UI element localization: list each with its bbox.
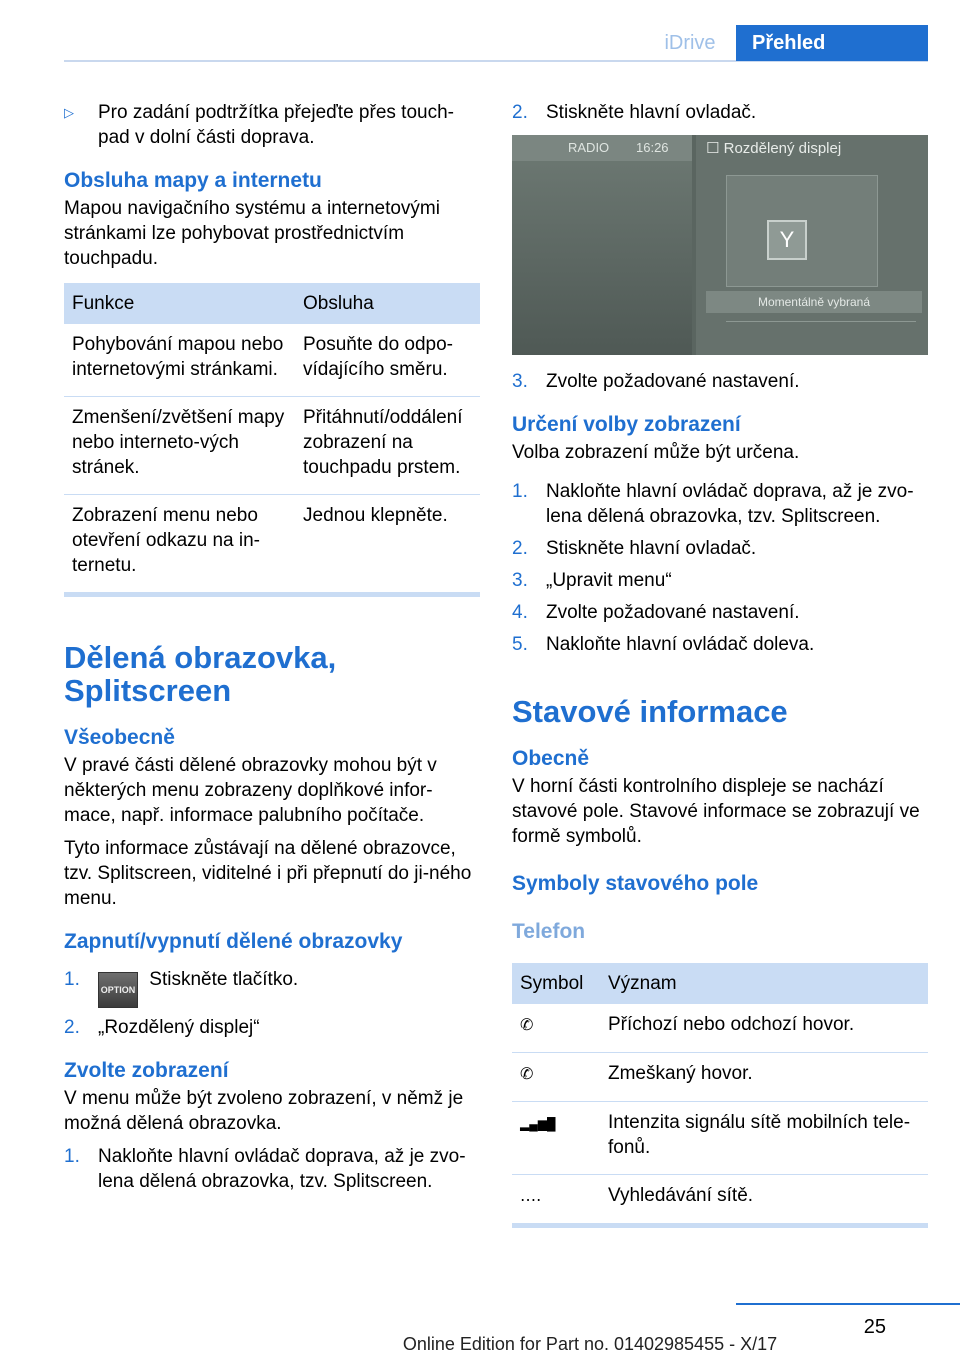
- status-title: Stavové informace: [512, 694, 788, 729]
- map-text: Mapou navigačního systému a internetovými stránkami lze pohybovat prostřednictvím touchpadu.: [64, 198, 440, 269]
- phone-call-icon: ✆: [520, 1017, 534, 1034]
- checkbox-icon: ☐: [706, 140, 720, 157]
- list-item: 2. Stiskněte hlavní ovladač.: [512, 538, 757, 559]
- header-tab: Přehled: [736, 25, 928, 61]
- list-item: 1. OPTION Stiskněte tlačítko.: [64, 967, 480, 1008]
- list-item: 2. „Rozdělený displej“: [64, 1017, 260, 1038]
- table-header: Obsluha: [295, 283, 480, 324]
- define-text: Volba zobrazení může být určena.: [512, 442, 800, 463]
- table-row: Zobrazení menu nebo otevření odkazu na in-ternetu. Jednou klepněte.: [64, 495, 480, 595]
- toggle-heading: Zapnutí/vypnutí dělené obrazovky: [64, 930, 403, 953]
- general-paragraph-2: Tyto informace zůstávají na dělené obrazovce, tzv. Splitscreen, viditelné i při přepnutí do ji-ného menu.: [64, 838, 472, 909]
- splitscreen-image: [512, 135, 928, 355]
- choose-text: V menu může být zvoleno zobrazení, v němž je možná dělená obrazovka.: [64, 1088, 464, 1134]
- screen-title: Rozdělený displej: [723, 140, 842, 157]
- table-row: ✆ Zmeškaný hovor.: [512, 1053, 928, 1102]
- phone-heading: Telefon: [512, 920, 586, 943]
- option-button-icon: OPTION: [98, 972, 138, 1008]
- page-number: 25: [863, 1316, 886, 1338]
- table-header: Význam: [600, 963, 928, 1004]
- screen-lower-map: [726, 321, 916, 355]
- table-row: Zmenšení/zvětšení mapy nebo interneto-vých stránek. Přitáhnutí/oddálení zobrazení na touchpadu prstem.: [64, 397, 480, 495]
- screen-selection: Momentálně vybraná: [706, 291, 922, 313]
- edition-text: Online Edition for Part no. 01402985455 - X/17: [402, 1334, 778, 1354]
- general-heading: Všeobecně: [64, 726, 175, 749]
- missed-call-icon: ✆: [520, 1066, 534, 1083]
- list-item: 2. Stiskněte hlavní ovladač.: [512, 102, 757, 123]
- status-general-heading: Obecně: [512, 747, 590, 770]
- general-paragraph-1: V pravé části dělené obrazovky mohou být v některých menu zobrazeny doplňkové infor-mace, např. informace palubního počítače.: [64, 755, 437, 826]
- symbols-heading: Symboly stavového pole: [512, 872, 759, 895]
- table-row: Pohybování mapou nebo internetovými stránkami. Posuňte do odpo-vídajícího směru.: [64, 324, 480, 397]
- choose-heading: Zvolte zobrazení: [64, 1059, 229, 1082]
- table-header: Funkce: [64, 283, 295, 324]
- define-heading: Určení volby zobrazení: [512, 413, 741, 436]
- left-column: [64, 100, 480, 1201]
- list-item: 5. Nakloňte hlavní ovládač doleva.: [512, 634, 815, 655]
- list-item: 3. „Upravit menu“: [512, 570, 672, 591]
- triangle-bullet-icon: ▷: [64, 105, 74, 120]
- direction-arrow-icon: Y: [767, 220, 807, 260]
- signal-strength-icon: ▂▄▆█: [520, 1117, 556, 1131]
- map-heading: Obsluha mapy a internetu: [64, 169, 322, 192]
- split-title: Dělená obrazovka, Splitscreen: [64, 640, 337, 708]
- symbol-table: [512, 963, 928, 1228]
- screen-left-pane: [512, 135, 692, 355]
- header-section: iDrive: [664, 32, 716, 54]
- list-item: 1. Nakloňte hlavní ovládač doprava, až je zvo-lena dělená obrazovka, tzv. Splitscreen.: [64, 1146, 466, 1192]
- table-row: ▂▄▆█ Intenzita signálu sítě mobilních tele-fonů.: [512, 1102, 928, 1175]
- screen-right-pane: [696, 135, 928, 355]
- list-item: 3. Zvolte požadované nastavení.: [512, 371, 800, 392]
- intro-bullet: ▷ Pro zadání podtržítka přejeďte přes touch-pad v dolní části doprava.: [64, 102, 454, 148]
- footer-rule: [736, 1303, 960, 1305]
- operation-table: [64, 283, 480, 597]
- network-search-icon: ․․․․: [520, 1188, 542, 1205]
- right-column: [512, 100, 928, 1228]
- table-row: ✆ Příchozí nebo odchozí hovor.: [512, 1004, 928, 1053]
- table-header: Symbol: [512, 963, 600, 1004]
- screen-map: [726, 175, 878, 287]
- list-item: 1. Nakloňte hlavní ovládač doprava, až je zvo-lena dělená obrazovka, tzv. Splitscreen.: [512, 481, 914, 527]
- screen-status-bar: RADIO 16:26: [512, 135, 692, 161]
- list-item: 4. Zvolte požadované nastavení.: [512, 602, 800, 623]
- status-general-text: V horní části kontrolního displeje se nachází stavové pole. Stavové informace se zobrazují ve formě symbolů.: [512, 776, 920, 847]
- table-row: ․․․․ Vyhledávání sítě.: [512, 1175, 928, 1226]
